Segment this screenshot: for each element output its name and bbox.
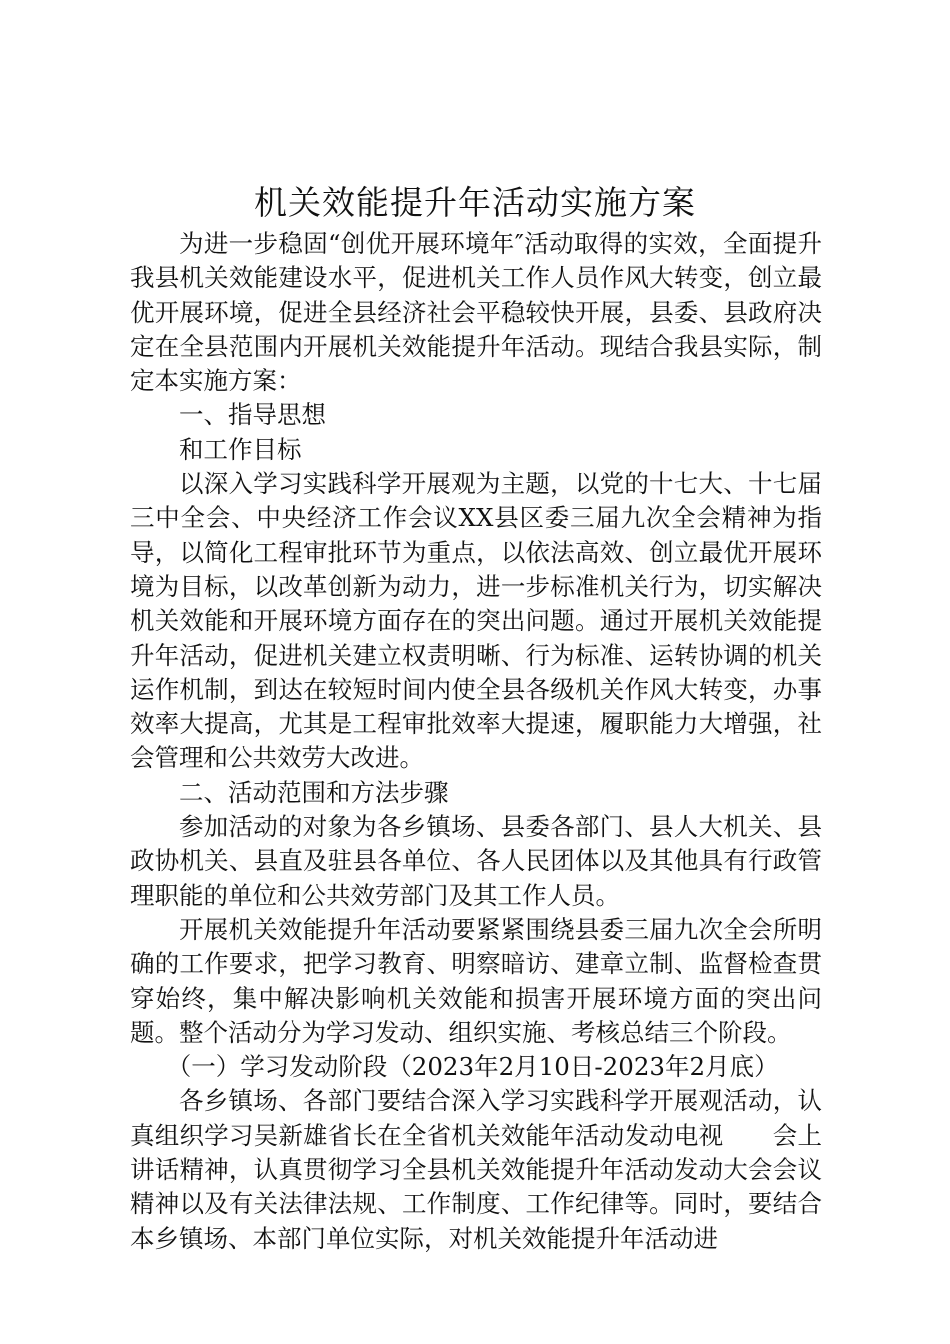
section-1-heading: 一、指导思想 [179, 400, 326, 430]
phase-1-body: 各乡镇场、各部门要结合深入学习实践科学开展观活动，认真组织学习吴新雄省长在全省机关效能年活动发动电视 会上讲话精神，认真贯彻学习全县机关效能提升年活动发动大会会议精神以及有关法律法规、工作制度、工作纪律等。同时，要结合本乡镇场、本部门单位实际，对机关效能提升年活动进 [130, 1086, 822, 1253]
section-2-paragraph-2: 开展机关效能提升年活动要紧紧围绕县委三届九次全会所明确的工作要求，把学习教育、明察暗访、建章立制、监督检查贯穿始终，集中解决影响机关效能和损害开展环境方面的突出问题。整个活动分为学习发动、组织实施、考核总结三个阶段。 [130, 914, 822, 1047]
section-2-paragraph-1: 参加活动的对象为各乡镇场、县委各部门、县人大机关、县政协机关、县直及驻县各单位、各人民团体以及其他具有行政管理职能的单位和公共效劳部门及其工作人员。 [130, 812, 822, 910]
document-title: 机关效能提升年活动实施方案 [254, 183, 696, 222]
intro-paragraph: 为进一步稳固“创优开展环境年″活动取得的实效，全面提升我县机关效能建设水平，促进机关工作人员作风大转变，创立最优开展环境，促进全县经济社会平稳较快开展，县委、县政府决定在全县范围内开展机关效能提升年活动。现结合我县实际，制定本实施方案： [130, 229, 822, 396]
section-2-heading: 二、活动范围和方法步骤 [179, 777, 449, 807]
section-1-body: 以深入学习实践科学开展观为主题，以党的十七大、十七届三中全会、中央经济工作会议XX县区委三届九次全会精神为指导，以简化工程审批环节为重点，以依法高效、创立最优开展环境为目标，以改革创新为动力，进一步标准机关行为，切实解决机关效能和开展环境方面存在的突出问题。通过开展机关效能提升年活动，促进机关建立权责明晰、行为标准、运转协调的机关运作机制，到达在较短时间内使全县各级机关作风大转变，办事效率大提高，尤其是工程审批效率大提速，履职能力大增强，社会管理和公共效劳大改进。 [130, 469, 822, 773]
phase-1-heading: （一）学习发动阶段（2023年2月10日-2023年2月底） [166, 1052, 779, 1082]
section-1-heading-continued: 和工作目标 [179, 434, 302, 464]
document-body [130, 227, 822, 1256]
